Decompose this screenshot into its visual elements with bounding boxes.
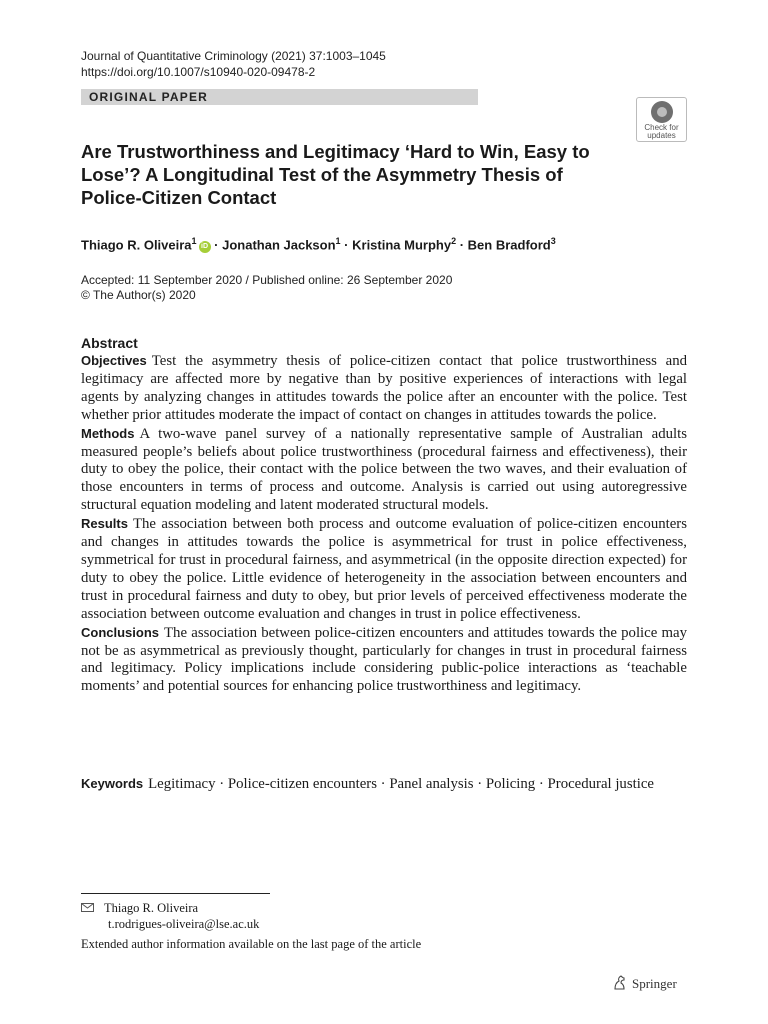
abstract [81, 334, 687, 696]
author-list [81, 232, 556, 254]
accepted-published-dates: Accepted: 11 September 2020 / Published online: 26 September 2020 [81, 273, 453, 287]
abstract-heading: Abstract [81, 335, 138, 351]
publisher-logo [611, 974, 677, 993]
extended-author-info: Extended author information available on the last page of the article [81, 937, 422, 951]
section-label: Methods [81, 425, 135, 441]
copyright-notice: © The Author(s) 2020 [81, 288, 196, 302]
article-type-badge: ORIGINAL PAPER [81, 89, 478, 105]
section-label: Results [81, 516, 128, 532]
check-updates-line2: updates [647, 131, 676, 140]
article-title: Are Trustworthiness and Legitimacy ‘Hard to Win, Easy to Lose’? A Longitudinal Test of the Asymmetry Thesis of Police-Citizen Contact [81, 141, 590, 208]
section-text: The association between police-citizen encounters and attitudes towards the police may not be as asymmetrical as previously thought, particularly for changes in trust in procedural fairness and legitimacy. Policy implications include considering public-police interactions as ‘teachable moments’ and potential sources for enhancing police trustworthiness and legitimacy. [81, 624, 687, 695]
orcid-icon[interactable]: iD [199, 241, 211, 253]
footnote-divider [81, 893, 270, 894]
envelope-icon [81, 903, 94, 912]
section-text: The association between both process and outcome evaluation of police-citizen encounters and changes in attitudes towards the police is asymmetrical for trust in police effectiveness, symmetrical for trust in procedural fairness, and asymmetrical (in the opposite direction expected) for duty to obey the police. Little evidence of heterogeneity in the association between encounters and trust in procedural fairness and duty to obey, but prior levels of perceived effectiveness moderate the association between outcome evaluation and changes in trust in police effectiveness. [81, 516, 687, 622]
journal-citation: Journal of Quantitative Criminology (2021) 37:1003–1045 [81, 49, 386, 63]
author-separator: · [210, 237, 223, 253]
abstract-conclusions [81, 624, 687, 697]
author-name[interactable]: Thiago R. Oliveira [81, 237, 192, 253]
section-label: Conclusions [81, 624, 160, 640]
publication-dates [81, 273, 452, 303]
corresponding-author [81, 900, 259, 932]
journal-header [81, 48, 386, 80]
author-affiliation: 3 [550, 236, 556, 246]
corresponding-author-name: Thiago R. Oliveira [104, 901, 199, 915]
author-affiliation: 1 [335, 236, 341, 246]
author-name[interactable]: Jonathan Jackson [222, 237, 336, 253]
author-affiliation: 1 [191, 236, 197, 246]
author-separator: · [456, 237, 468, 253]
check-for-updates-button[interactable] [636, 97, 687, 142]
abstract-objectives [81, 352, 687, 425]
check-updates-line1: Check for [644, 123, 679, 132]
section-text: A two-wave panel survey of a nationally representative sample of Australian adults measured people’s beliefs about police trustworthiness (procedural fairness and effectiveness), their duty to obey the police, their contact with the police between the two waves, and their evaluation of those encounters in terms of process and outcome. Analysis is carried out using autoregressive structural equation modeling and latent moderated structural models. [81, 425, 687, 514]
section-label: Objectives [81, 353, 147, 368]
abstract-methods [81, 425, 687, 516]
keywords-list: Legitimacy · Police-citizen encounters · Panel analysis · Policing · Procedural justice [148, 776, 654, 792]
author-name[interactable]: Kristina Murphy [352, 237, 452, 253]
author-name[interactable]: Ben Bradford [467, 237, 551, 253]
springer-horse-icon [611, 974, 628, 991]
keywords [81, 775, 687, 793]
author-separator: · [340, 237, 353, 253]
abstract-results [81, 515, 687, 623]
keywords-label: Keywords [81, 776, 144, 791]
doi-link[interactable]: https://doi.org/10.1007/s10940-020-09478-2 [81, 65, 316, 79]
check-updates-icon [651, 101, 673, 123]
author-affiliation: 2 [451, 236, 457, 246]
corresponding-author-email[interactable]: t.rodrigues-oliveira@lse.ac.uk [108, 917, 260, 931]
publisher-name: Springer [632, 976, 677, 991]
section-text: Test the asymmetry thesis of police-citizen contact that police trustworthiness and legitimacy are affected more by negative than by positive experiences of interactions with legal agents by analyzing changes in attitudes towards the police after an encounter with the police. Test whether prior attitudes moderate the impact of contact on changes in attitudes towards the police. [81, 353, 687, 423]
